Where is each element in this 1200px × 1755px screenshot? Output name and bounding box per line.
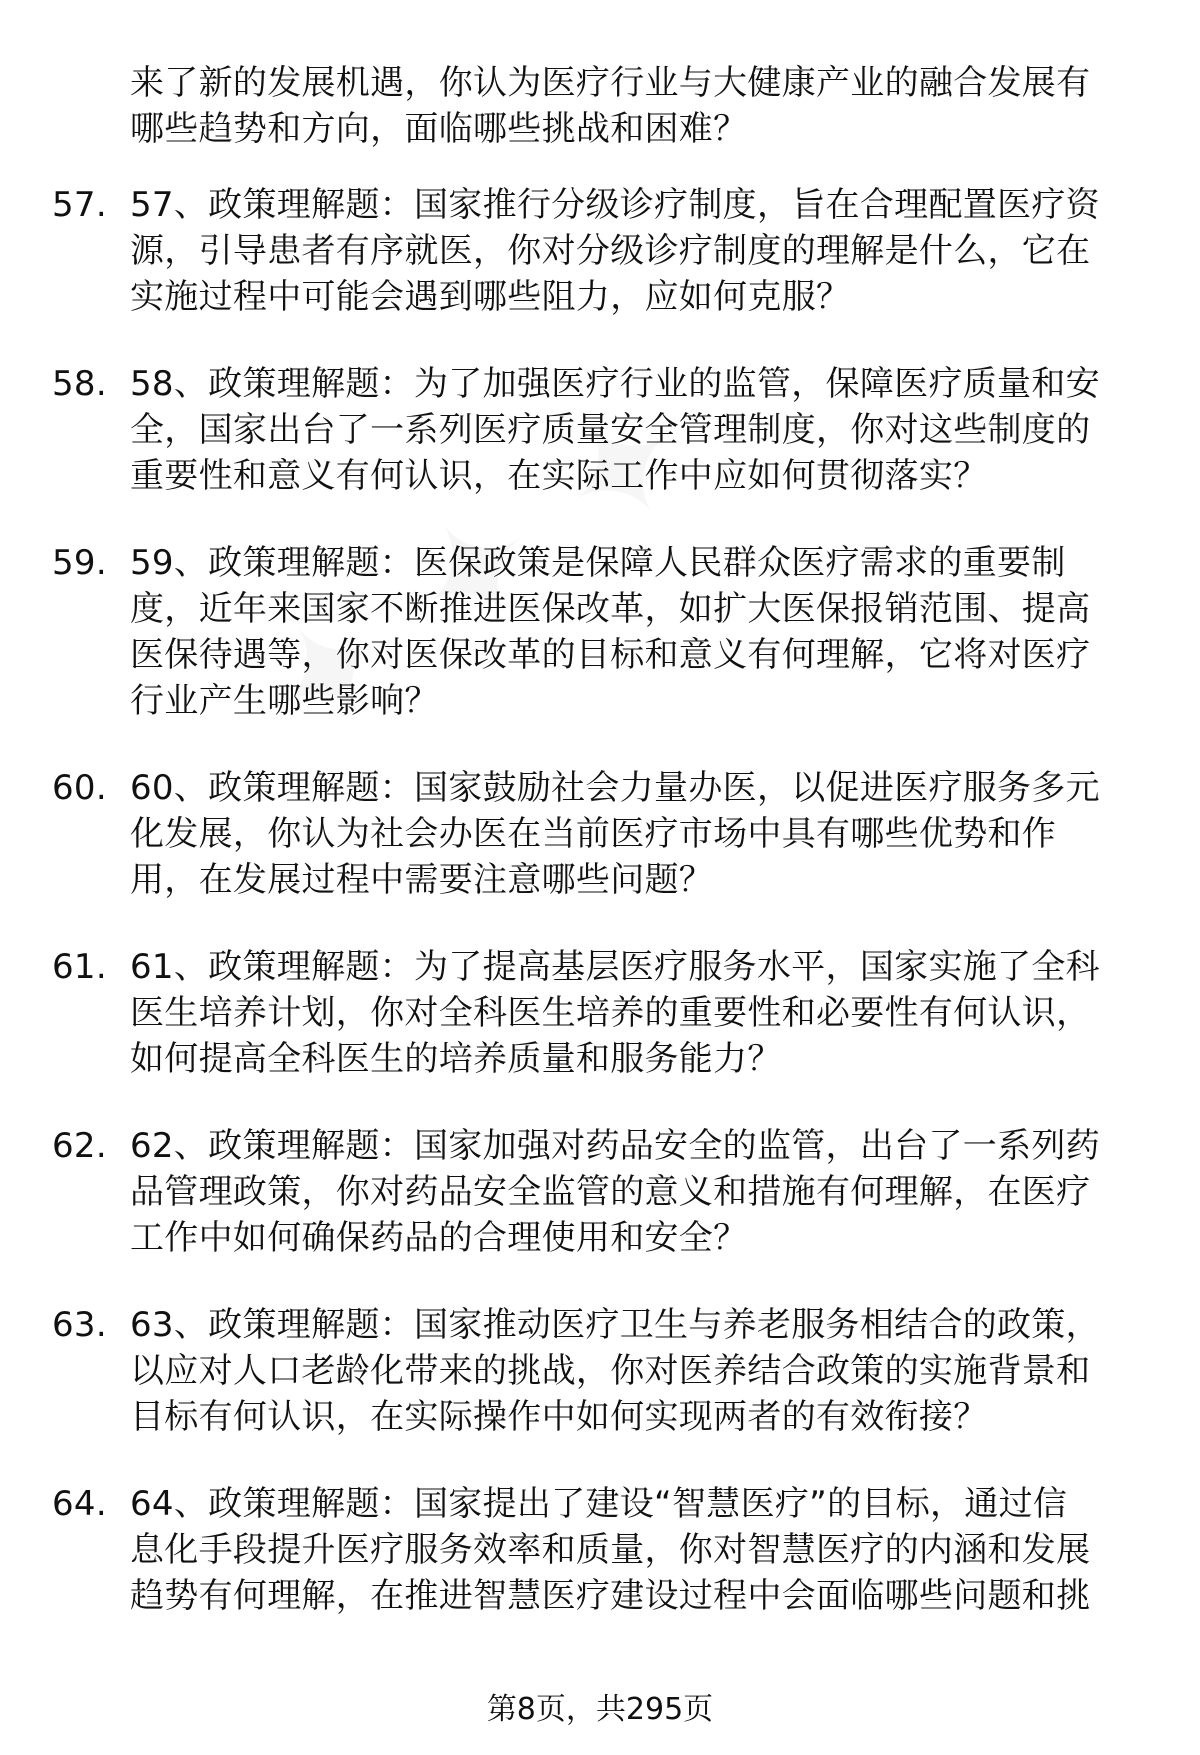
text-line: 哪些趋势和方向，面临哪些挑战和困难？: [130, 109, 748, 149]
question-text: [130, 1481, 1140, 1619]
question-list: [0, 182, 1200, 1660]
question-text: [130, 1123, 1140, 1261]
question-58: [0, 361, 1200, 499]
question-text: [130, 944, 1140, 1082]
text-line: 用，在发展过程中需要注意哪些问题？: [130, 860, 714, 900]
question-62: [0, 1123, 1200, 1261]
question-text: [130, 361, 1140, 499]
question-number: 62.: [52, 1126, 107, 1166]
question-63: [0, 1302, 1200, 1440]
text-line: 63、政策理解题：国家推动医疗卫生与养老服务相结合的政策，: [130, 1305, 1100, 1345]
text-line: 61、政策理解题：为了提高基层医疗服务水平，国家实施了全科: [130, 947, 1100, 987]
text-line: 62、政策理解题：国家加强对药品安全的监管，出台了一系列药: [130, 1126, 1100, 1166]
text-line: 趋势有何理解，在推进智慧医疗建设过程中会面临哪些问题和挑: [130, 1576, 1091, 1616]
question-57: [0, 182, 1200, 320]
question-number: 64.: [52, 1484, 107, 1524]
question-number: 57.: [52, 185, 107, 225]
text-line: 如何提高全科医生的培养质量和服务能力？: [130, 1039, 782, 1079]
text-line: 医生培养计划，你对全科医生培养的重要性和必要性有何认识，: [130, 993, 1091, 1033]
text-line: 以应对人口老龄化带来的挑战，你对医养结合政策的实施背景和: [130, 1351, 1091, 1391]
page-footer: 第8页，共295页: [486, 1692, 714, 1727]
text-line: 工作中如何确保药品的合理使用和安全？: [130, 1218, 748, 1258]
text-line: 实施过程中可能会遇到哪些阻力，应如何克服？: [130, 277, 851, 317]
question-number: 63.: [52, 1305, 107, 1345]
question-64: [0, 1481, 1200, 1619]
text-line: 58、政策理解题：为了加强医疗行业的监管，保障医疗质量和安: [130, 364, 1100, 404]
text-line: 目标有何认识，在实际操作中如何实现两者的有效衔接？: [130, 1397, 988, 1437]
question-number: 60.: [52, 768, 107, 808]
question-59: [0, 540, 1200, 724]
text-line: 59、政策理解题：医保政策是保障人民群众医疗需求的重要制: [130, 543, 1066, 583]
text-line: 60、政策理解题：国家鼓励社会力量办医，以促进医疗服务多元: [130, 768, 1100, 808]
text-line: 行业产生哪些影响？: [130, 681, 439, 721]
question-text: [130, 765, 1140, 903]
question-number: 59.: [52, 543, 107, 583]
question-text: [130, 182, 1140, 320]
continued-paragraph: [130, 60, 1140, 152]
question-60: [0, 765, 1200, 903]
text-line: 化发展，你认为社会办医在当前医疗市场中具有哪些优势和作: [130, 814, 1057, 854]
question-number: 58.: [52, 364, 107, 404]
text-line: 度，近年来国家不断推进医保改革，如扩大医保报销范围、提高: [130, 589, 1091, 629]
question-number: 61.: [52, 947, 107, 987]
text-line: 息化手段提升医疗服务效率和质量，你对智慧医疗的内涵和发展: [130, 1530, 1091, 1570]
text-line: 医保待遇等，你对医保改革的目标和意义有何理解，它将对医疗: [130, 635, 1091, 675]
question-text: [130, 540, 1140, 724]
text-line: 57、政策理解题：国家推行分级诊疗制度，旨在合理配置医疗资: [130, 185, 1100, 225]
text-line: 源，引导患者有序就医，你对分级诊疗制度的理解是什么，它在: [130, 231, 1091, 271]
text-line: 重要性和意义有何认识，在实际工作中应如何贯彻落实？: [130, 456, 988, 496]
question-61: [0, 944, 1200, 1082]
question-text: [130, 1302, 1140, 1440]
text-line: 64、政策理解题：国家提出了建设“智慧医疗”的目标，通过信: [130, 1484, 1068, 1524]
text-line: 来了新的发展机遇，你认为医疗行业与大健康产业的融合发展有: [130, 63, 1091, 103]
text-line: 品管理政策，你对药品安全监管的意义和措施有何理解，在医疗: [130, 1172, 1091, 1212]
text-line: 全，国家出台了一系列医疗质量安全管理制度，你对这些制度的: [130, 410, 1091, 450]
